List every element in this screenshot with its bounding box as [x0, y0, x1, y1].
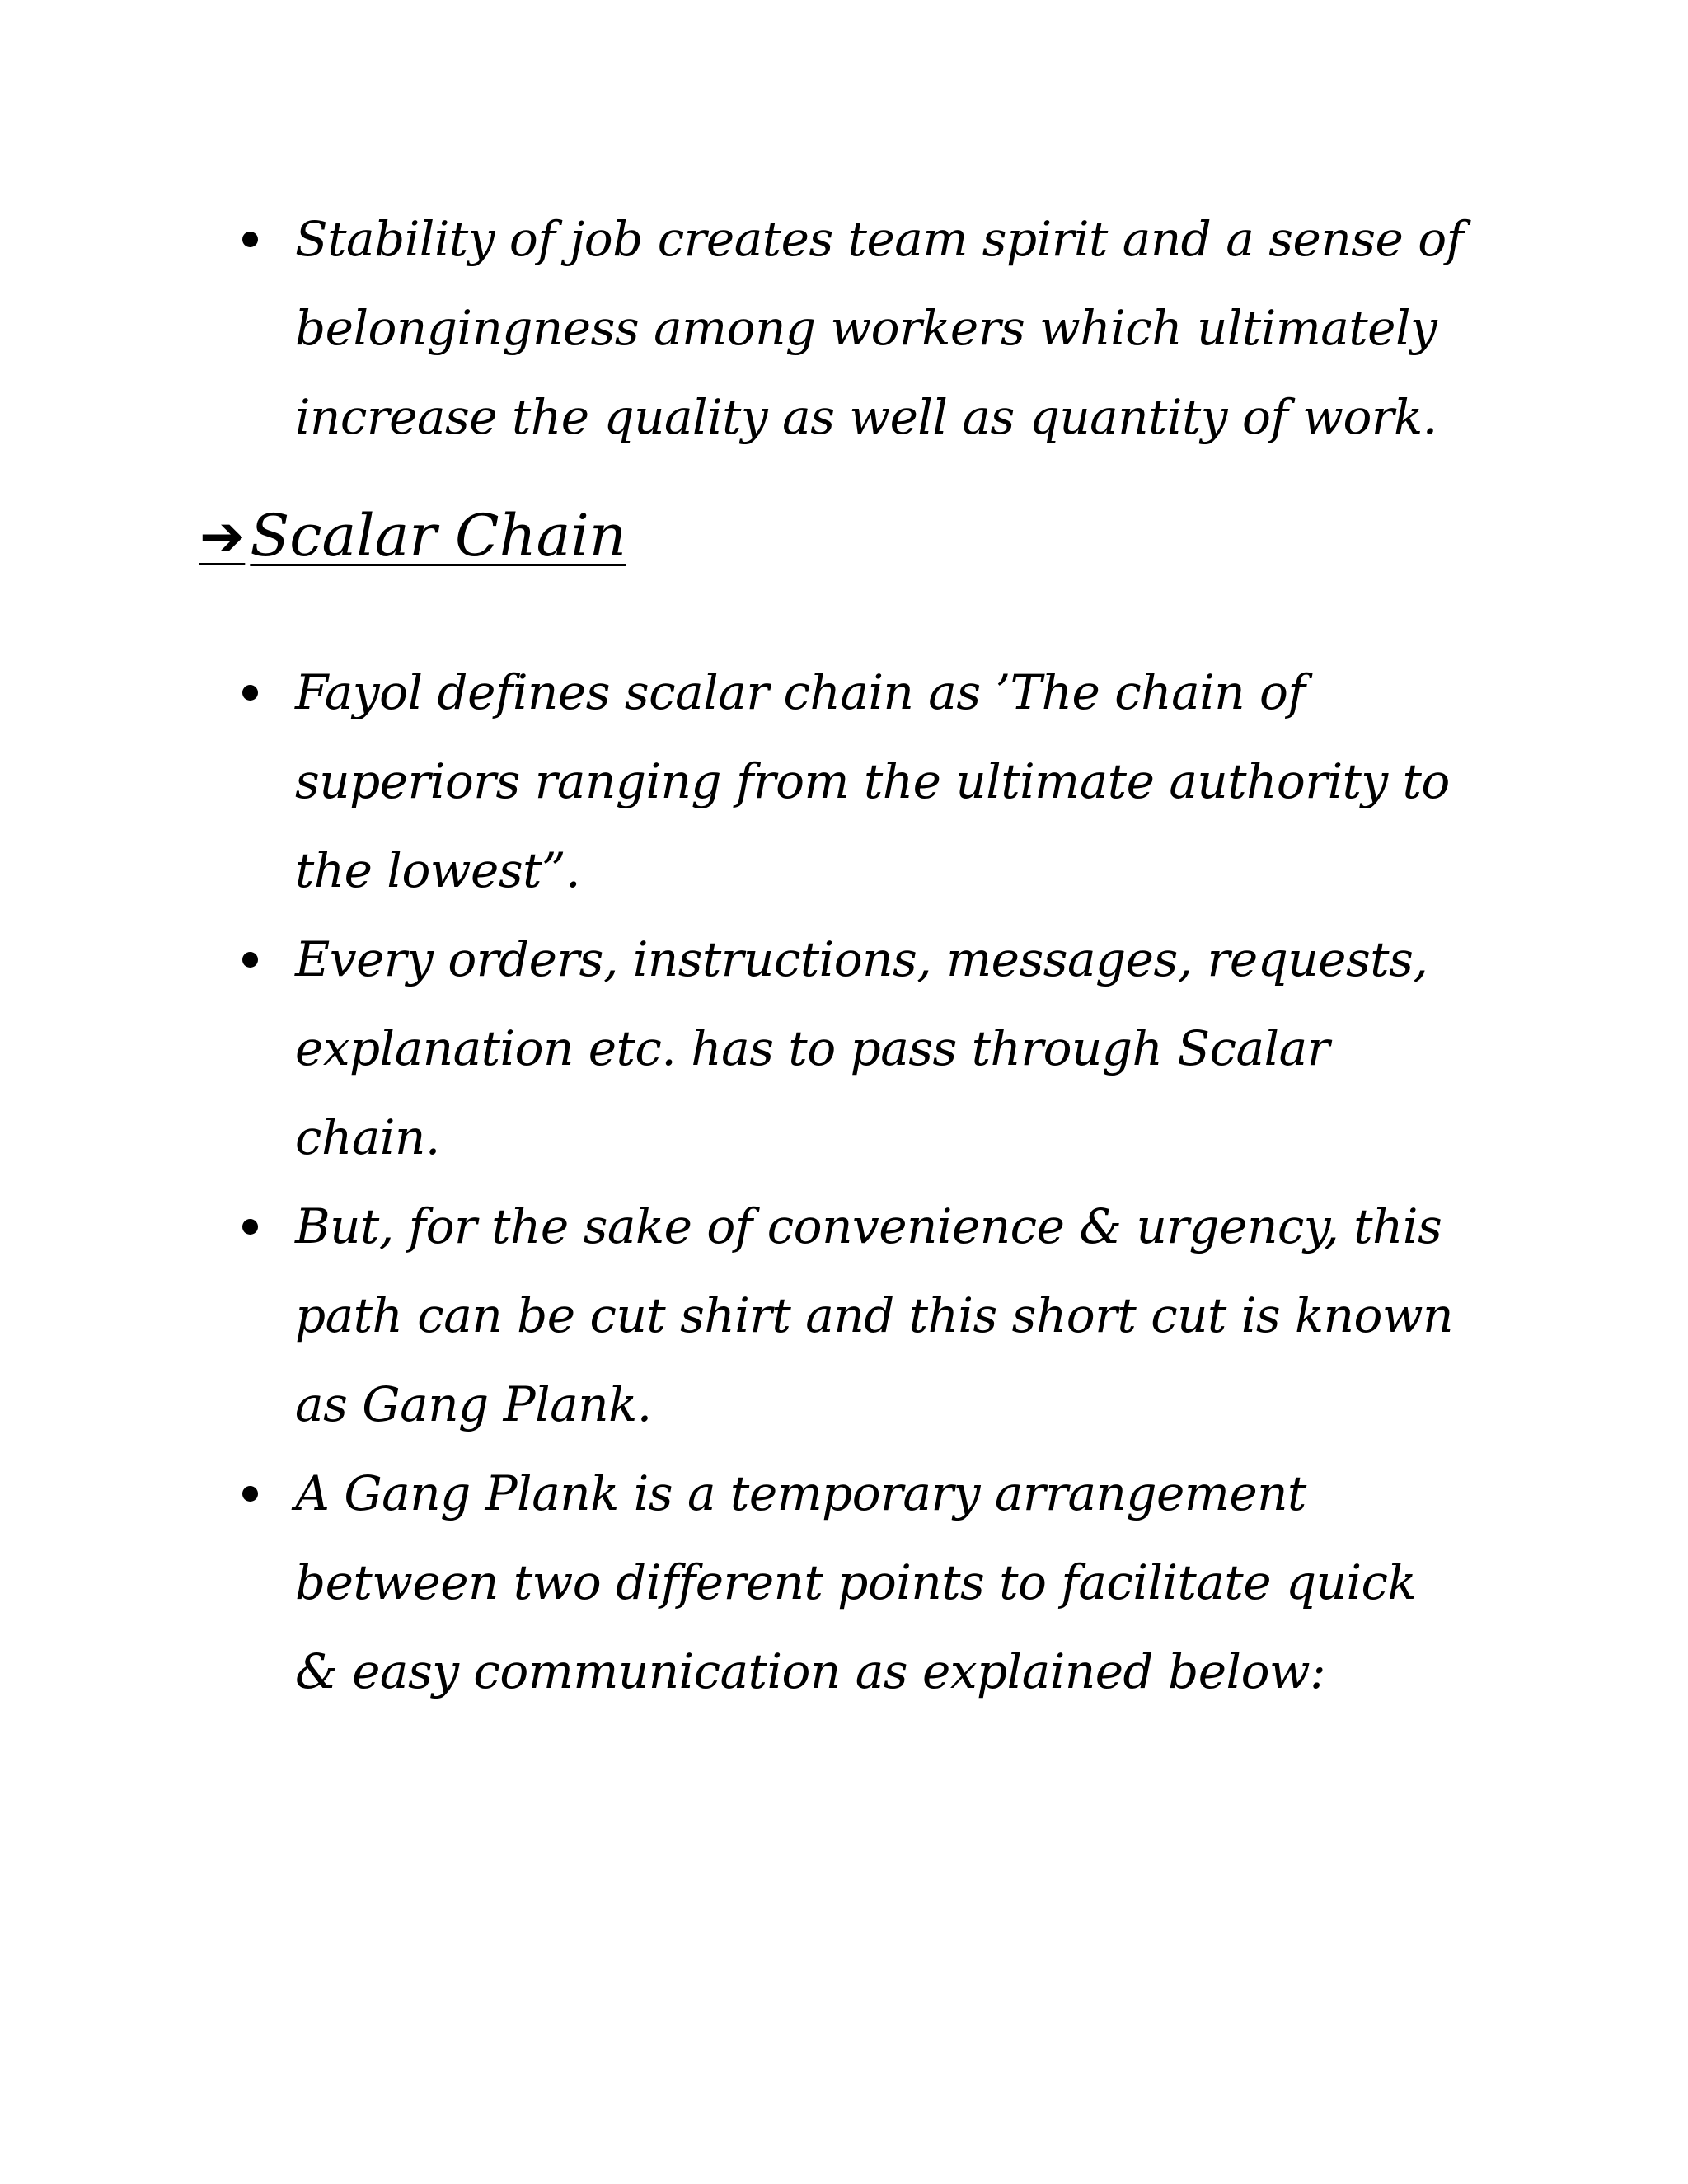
bullet-icon — [242, 952, 258, 968]
section-heading — [199, 494, 626, 577]
bullet-icon — [242, 232, 258, 247]
bullet-text: Stability of job creates team spirit and a sense of belongingness among workers which ultimately increase the quality as well as quantity of work. — [295, 211, 1464, 445]
bullet-icon — [242, 1486, 258, 1502]
bullet-list-scalar-chain — [218, 648, 1471, 1716]
bullet-icon — [242, 1219, 258, 1235]
bullet-icon — [242, 685, 258, 701]
bullet-text: A Gang Plank is a temporary arrangement between two different points to facilitate quick & easy communication as explained below: — [295, 1465, 1417, 1699]
list-item — [218, 915, 1471, 1182]
list-item — [218, 1182, 1471, 1449]
bullet-list-top — [218, 194, 1471, 462]
bullet-text: But, for the sake of convenience & urgency, this path can be cut shirt and this short cut is known as Gang Plank. — [295, 1198, 1453, 1432]
bullet-text: Fayol defines scalar chain as ’The chain of superiors ranging from the ultimate authority to the lowest”. — [295, 664, 1450, 898]
list-item — [218, 194, 1471, 462]
section-heading-text: Scalar Chain — [250, 502, 626, 569]
arrow-right-icon: ➔ — [199, 504, 246, 568]
list-item — [218, 648, 1471, 915]
list-item — [218, 1449, 1471, 1716]
bullet-text: Every orders, instructions, messages, requests, explanation etc. has to pass through Scalar chain. — [295, 931, 1428, 1165]
